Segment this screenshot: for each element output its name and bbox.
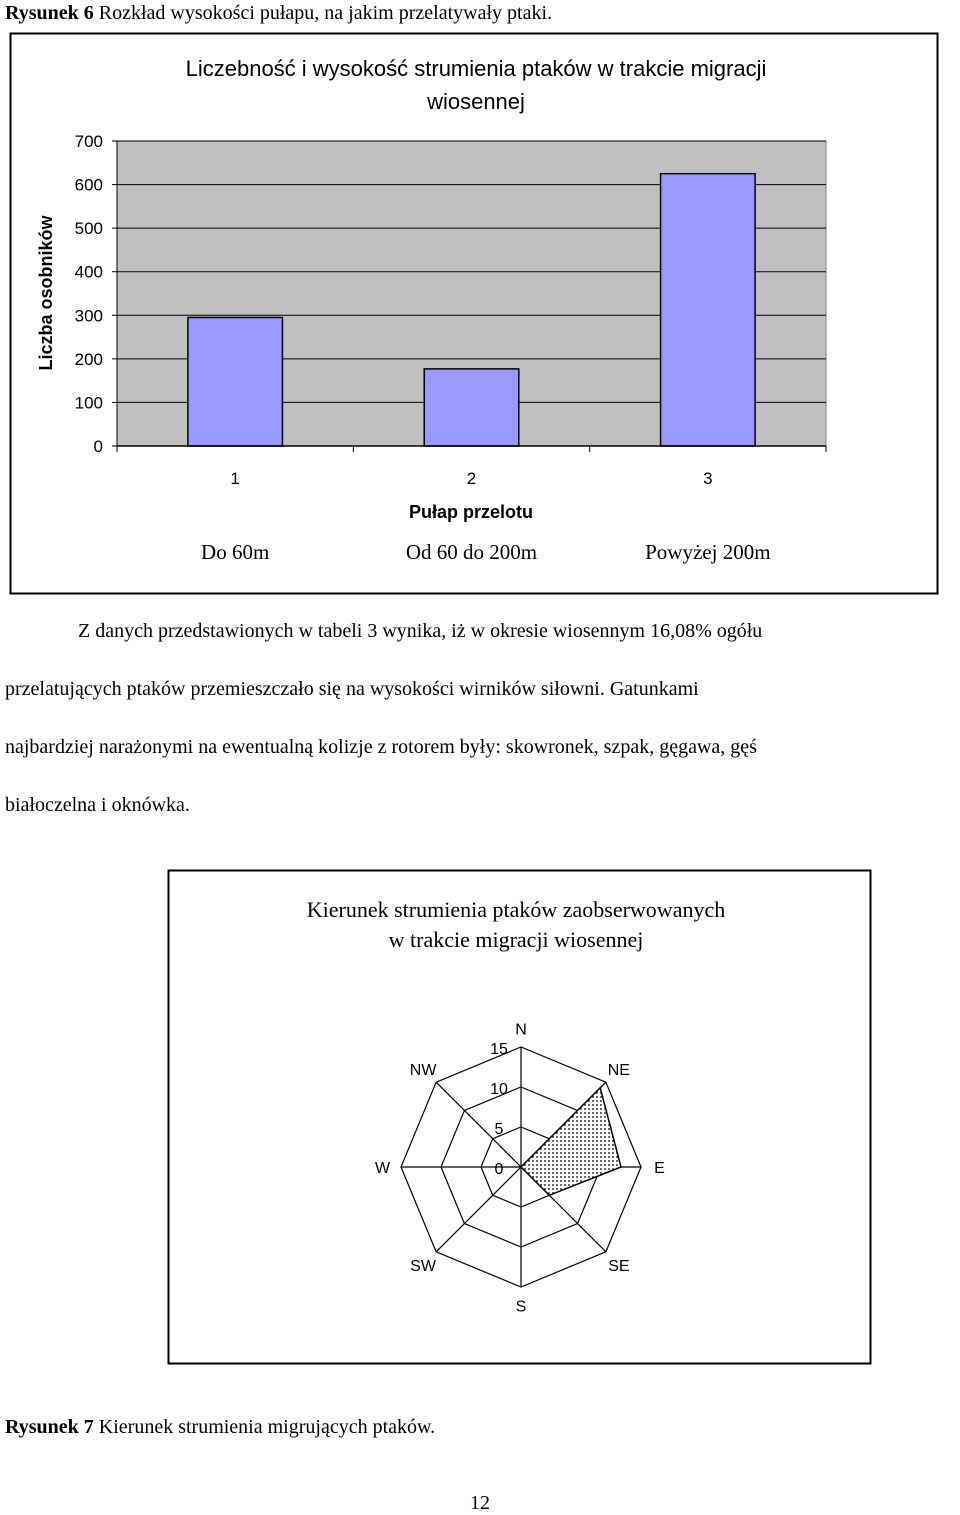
radar-chart xyxy=(0,860,960,1380)
radar-scale-label: 0 xyxy=(494,1161,504,1178)
radar-scale-label: 10 xyxy=(490,1081,508,1098)
paragraph-line-3: najbardziej narażonymi na ewentualną kolizje z rotorem były: skowronek, szpak, gęgawa, gęś xyxy=(5,736,757,758)
radar-direction-label: S xyxy=(515,1298,527,1316)
y-tick-label: 100 xyxy=(74,393,103,413)
radar-direction-label: NE xyxy=(607,1062,630,1080)
y-tick-label: 300 xyxy=(74,306,103,326)
paragraph-line-1: Z danych przedstawionych w tabeli 3 wynika, iż w okresie wiosennym 16,08% ogółu xyxy=(78,620,763,642)
figure-6-label: Rysunek 6 xyxy=(5,2,94,24)
bar-chart-title-line-1: Liczebność i wysokość strumienia ptaków w trakcie migracji xyxy=(185,56,767,81)
y-tick-label: 700 xyxy=(74,132,103,151)
radar-direction-label: W xyxy=(375,1160,391,1177)
radar-direction-label: SW xyxy=(410,1257,437,1275)
y-tick-label: 400 xyxy=(74,262,103,282)
category-description: Do 60m xyxy=(201,540,270,564)
bar-chart xyxy=(0,0,960,600)
y-tick-label: 600 xyxy=(74,175,103,195)
bar xyxy=(188,317,283,446)
figure-7-text: Kierunek strumienia migrujących ptaków. xyxy=(98,1416,436,1438)
x-tick-label: 1 xyxy=(230,469,240,488)
body-paragraph xyxy=(5,602,960,834)
bar xyxy=(424,369,519,446)
category-description: Powyżej 200m xyxy=(645,540,771,564)
category-description: Od 60 do 200m xyxy=(405,540,538,564)
paragraph-line-4: białoczelna i oknówka. xyxy=(5,794,190,816)
paragraph-line-2: przelatujących ptaków przemieszczało się na wysokości wirników siłowni. Gatunkami xyxy=(5,678,699,700)
page-number: 12 xyxy=(470,1492,490,1514)
radar-scale-label: 15 xyxy=(490,1041,508,1058)
y-tick-label: 200 xyxy=(74,349,103,369)
radar-direction-label: NW xyxy=(409,1062,437,1080)
bar-chart-title-line-2: wiosennej xyxy=(427,89,525,114)
radar-chart-title-line-1: Kierunek strumienia ptaków zaobserwowanych xyxy=(306,897,726,922)
bar xyxy=(661,174,756,446)
figure-7-caption xyxy=(5,1416,435,1439)
y-tick-label: 500 xyxy=(74,219,103,239)
radar-scale-label: 5 xyxy=(494,1121,504,1138)
x-axis-label: Pułap przelotu xyxy=(408,502,534,522)
x-tick-label: 2 xyxy=(466,469,477,488)
y-tick-label: 0 xyxy=(93,437,103,456)
figure-6-text: Rozkład wysokości pułapu, na jakim przelatywały ptaki. xyxy=(98,2,553,24)
radar-direction-label: N xyxy=(515,1021,527,1039)
radar-direction-label: E xyxy=(654,1160,665,1177)
y-axis-label: Liczba osobników xyxy=(36,215,56,371)
radar-direction-label: SE xyxy=(608,1257,630,1275)
x-tick-label: 3 xyxy=(703,469,713,488)
figure-7-label: Rysunek 7 xyxy=(5,1416,94,1438)
radar-chart-title-line-2: w trakcie migracji wiosennej xyxy=(388,927,644,952)
